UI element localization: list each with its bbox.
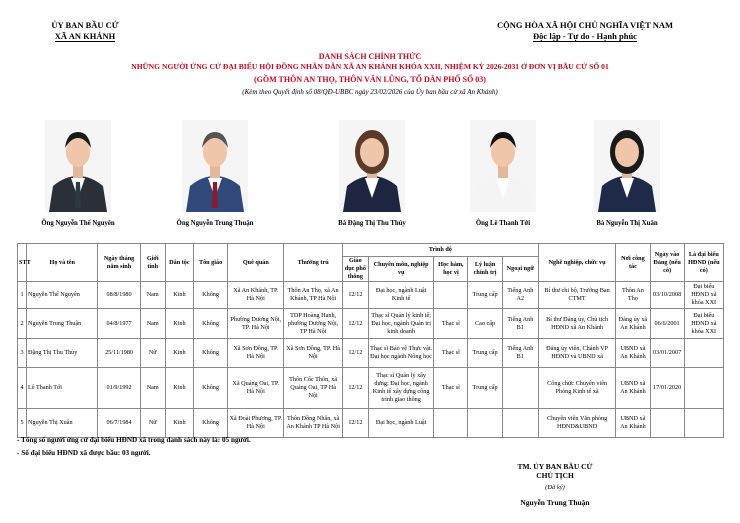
cell-politics: [468, 409, 502, 438]
cell-workplace: UBND xã An Khánh: [616, 339, 650, 368]
cell-religion: Không: [193, 282, 227, 309]
cell-party: 17/01/2020: [650, 368, 684, 409]
cell-language: Tiếng Anh A2: [502, 282, 538, 309]
cell-general: 12/12: [342, 368, 368, 409]
cell-degree: Thạc sĩ: [434, 368, 468, 409]
cell-party: 03/10/2008: [650, 282, 684, 309]
cell-dob: 04/8/1977: [98, 309, 140, 339]
header-workplace: Nơi công tác: [616, 244, 650, 282]
cell-party: 06/6/2001: [650, 309, 684, 339]
header-stt: STT: [18, 244, 27, 282]
cell-stt: 4: [18, 368, 27, 409]
header-level: Trình độ: [342, 244, 538, 257]
photo-caption: Ông Nguyễn Thế Nguyên: [41, 220, 115, 227]
signature-signed: (Đã ký): [545, 484, 565, 491]
cell-religion: Không: [193, 368, 227, 409]
candidate-photo: [594, 120, 660, 212]
cell-party: 03/01/2007: [650, 339, 684, 368]
cell-party: [650, 409, 684, 438]
photo-caption: Bà Đặng Thị Thu Thủy: [338, 220, 406, 227]
cell-delegate: Đại biểu HĐND xã khóa XXI: [684, 309, 723, 339]
cell-politics: Trung cấp: [468, 368, 502, 409]
cell-stt: 5: [18, 409, 27, 438]
doc-subtitle-area: (GỒM THÔN AN THỌ, THÔN VÂN LŨNG, TỔ DÂN PHỐ SỐ 03): [254, 75, 486, 84]
header-job: Nghề nghiệp, chức vụ: [538, 244, 615, 282]
motto: Độc lập - Tự do - Hạnh phúc: [533, 31, 637, 41]
cell-gender: Nam: [140, 368, 165, 409]
cell-residence: Xã Sơn Đồng, TP. Hà Nội: [284, 339, 342, 368]
photo-caption: Ông Lê Thanh Tới: [475, 220, 531, 227]
cell-major: Thạc sĩ Bảo vệ Thực vật. Đại học ngành Nông học: [368, 339, 433, 368]
cell-major: Đại học, ngành Luật Kinh tế: [368, 282, 433, 309]
cell-stt: 3: [18, 339, 27, 368]
header-residence: Thường trú: [284, 244, 342, 282]
header-religion: Tôn giáo: [193, 244, 227, 282]
cell-general: 12/12: [342, 309, 368, 339]
cell-name: Đặng Thị Thu Thủy: [27, 339, 98, 368]
cell-name: Nguyễn Trung Thuận: [27, 309, 98, 339]
cell-residence: Thôn An Thọ, xã An Khánh, TP Hà Nội: [284, 282, 342, 309]
header-general: Giáo dục phổ thông: [342, 257, 368, 282]
cell-degree: [434, 282, 468, 309]
table-row: [18, 409, 724, 438]
note-total: - Tổng số người ứng cử đại biểu HĐND xã trong danh sách này là: 05 người.: [17, 436, 251, 444]
cell-religion: Không: [193, 309, 227, 339]
cell-gender: Nữ: [140, 409, 165, 438]
cell-delegate: Đại biểu HĐND xã khóa XXI: [684, 282, 723, 309]
issuer-line1: ỦY BAN BẦU CỬ: [51, 20, 119, 30]
header-degree: Học hàm, học vị: [434, 257, 468, 282]
national-motto: [470, 20, 700, 42]
cell-gender: Nữ: [140, 339, 165, 368]
cell-workplace: Thôn An Thọ: [616, 282, 650, 309]
cell-ethnic: Kinh: [165, 309, 193, 339]
cell-job: Đảng ủy viên, Chánh VP HĐND và UBND xã: [538, 339, 615, 368]
cell-name: Nguyễn Thế Nguyên: [27, 282, 98, 309]
cell-ethnic: Kinh: [165, 368, 193, 409]
cell-workplace: UBND xã An Khánh: [616, 368, 650, 409]
cell-language: [502, 368, 538, 409]
cell-job: Bí thư Đảng ủy, Chủ tịch HĐND xã An Khánh: [538, 309, 615, 339]
candidate-photo: [470, 120, 536, 212]
cell-language: [502, 409, 538, 438]
cell-general: 12/12: [342, 339, 368, 368]
cell-degree: Thạc sĩ: [434, 339, 468, 368]
cell-general: 12/12: [342, 409, 368, 438]
cell-hometown: Xã Quảng Oai, TP. Hà Nội: [228, 368, 284, 409]
header-hometown: Quê quán: [228, 244, 284, 282]
cell-dob: 25/11/1980: [98, 339, 140, 368]
cell-delegate: [684, 409, 723, 438]
cell-hometown: Xã An Khánh, TP. Hà Nội: [228, 282, 284, 309]
doc-subtitle: NHỮNG NGƯỜI ỨNG CỬ ĐẠI BIỂU HỘI ĐỒNG NHÂN DÂN XÃ AN KHÁNH KHÓA XXII, NHIỆM KỲ 2026-2031 Ở ĐƠN VỊ BẦU CỬ SỐ 01: [131, 62, 609, 71]
issuer-line2: XÃ AN KHÁNH: [54, 31, 116, 41]
header-politics: Lý luận chính trị: [468, 257, 502, 282]
header-gender: Giới tính: [140, 244, 165, 282]
cell-ethnic: Kinh: [165, 282, 193, 309]
cell-ethnic: Kinh: [165, 409, 193, 438]
cell-hometown: Xã Đoài Phương, TP. Hà Nội: [228, 409, 284, 438]
header-dob: Ngày tháng năm sinh: [98, 244, 140, 282]
cell-workplace: UBND xã An Khánh: [616, 409, 650, 438]
cell-name: Lê Thanh Tới: [27, 368, 98, 409]
cell-general: 12/12: [342, 282, 368, 309]
cell-job: Chuyên viên Văn phòng HĐND&UBND: [538, 409, 615, 438]
cell-degree: Thạc sĩ: [434, 309, 468, 339]
cell-major: Thạc sĩ Quản lý xây dựng; Đại học, ngành Kinh tế xây dựng công trình giao thông: [368, 368, 433, 409]
country-name: CỘNG HÒA XÃ HỘI CHỦ NGHĨA VIỆT NAM: [496, 20, 674, 30]
header-language: Ngoại ngữ: [502, 257, 538, 282]
header-delegate: Là đại biểu HĐND (nếu có): [684, 244, 723, 282]
cell-job: Bí thư chi bộ, Trưởng Ban CTMT: [538, 282, 615, 309]
cell-residence: TDP Hoàng Hanh, phường Dương Nội, TP Hà Nội: [284, 309, 342, 339]
cell-dob: 01/9/1992: [98, 368, 140, 409]
signature-name: Nguyễn Trung Thuận: [520, 498, 590, 507]
cell-delegate: [684, 339, 723, 368]
header-name: Họ và tên: [27, 244, 98, 282]
cell-gender: Nam: [140, 309, 165, 339]
cell-gender: Nam: [140, 282, 165, 309]
cell-workplace: Đảng ủy xã An Khánh: [616, 309, 650, 339]
photo-caption: Bà Nguyễn Thị Xuân: [596, 220, 658, 227]
cell-hometown: Xã Sơn Đồng, TP. Hà Nội: [228, 339, 284, 368]
cell-name: Nguyễn Thị Xuân: [27, 409, 98, 438]
cell-ethnic: Kinh: [165, 339, 193, 368]
candidate-photo: [182, 120, 248, 212]
candidate-photo: [45, 120, 111, 212]
table-row: [18, 368, 724, 409]
header-major: Chuyên môn, nghiệp vụ: [368, 257, 433, 282]
header-party: Ngày vào Đảng (nếu có): [650, 244, 684, 282]
cell-language: Tiếng Anh B1: [502, 339, 538, 368]
candidate-photo: [339, 120, 405, 212]
cell-delegate: [684, 368, 723, 409]
header-ethnic: Dân tộc: [165, 244, 193, 282]
cell-politics: Trung cấp: [468, 339, 502, 368]
table-row: [18, 282, 724, 309]
cell-politics: Cao cấp: [468, 309, 502, 339]
cell-major: Đại học, ngành Luật: [368, 409, 433, 438]
cell-hometown: Phường Dương Nội, TP. Hà Nội: [228, 309, 284, 339]
cell-degree: [434, 409, 468, 438]
photo-caption: Ông Nguyễn Trung Thuận: [176, 220, 254, 227]
cell-religion: Không: [193, 409, 227, 438]
cell-language: Tiếng Anh B1: [502, 309, 538, 339]
cell-dob: 08/8/1980: [98, 282, 140, 309]
cell-politics: Trung cấp: [468, 282, 502, 309]
candidate-table: [17, 243, 724, 438]
note-seats: - Số đại biểu HĐND xã được bầu: 03 người.: [17, 449, 151, 457]
signature-title: CHỦ TỊCH: [536, 471, 574, 480]
issuer-block: [30, 20, 140, 42]
table-row: [18, 309, 724, 339]
cell-dob: 06/7/1984: [98, 409, 140, 438]
table-row: [18, 339, 724, 368]
signature-org: TM. ỦY BAN BẦU CỬ: [517, 462, 593, 471]
cell-stt: 2: [18, 309, 27, 339]
cell-residence: Thôn Đồng Nhân, xã An Khánh TP Hà Nội: [284, 409, 342, 438]
cell-major: Thạc sĩ Quản lý kinh tế; Đại học, ngành Quản trị kinh doanh: [368, 309, 433, 339]
cell-residence: Thôn Cốc Thôn, xã Quảng Oai, TP Hà Nội: [284, 368, 342, 409]
cell-job: Công chức Chuyên viên Phòng Kinh tế xã: [538, 368, 615, 409]
cell-stt: 1: [18, 282, 27, 309]
doc-title: DANH SÁCH CHÍNH THỨC: [318, 52, 422, 61]
doc-reference: (Kèm theo Quyết định số 08/QĐ-UBBC ngày 23/02/2026 của Ủy ban bầu cử xã An Khánh): [242, 88, 498, 96]
cell-religion: Không: [193, 339, 227, 368]
